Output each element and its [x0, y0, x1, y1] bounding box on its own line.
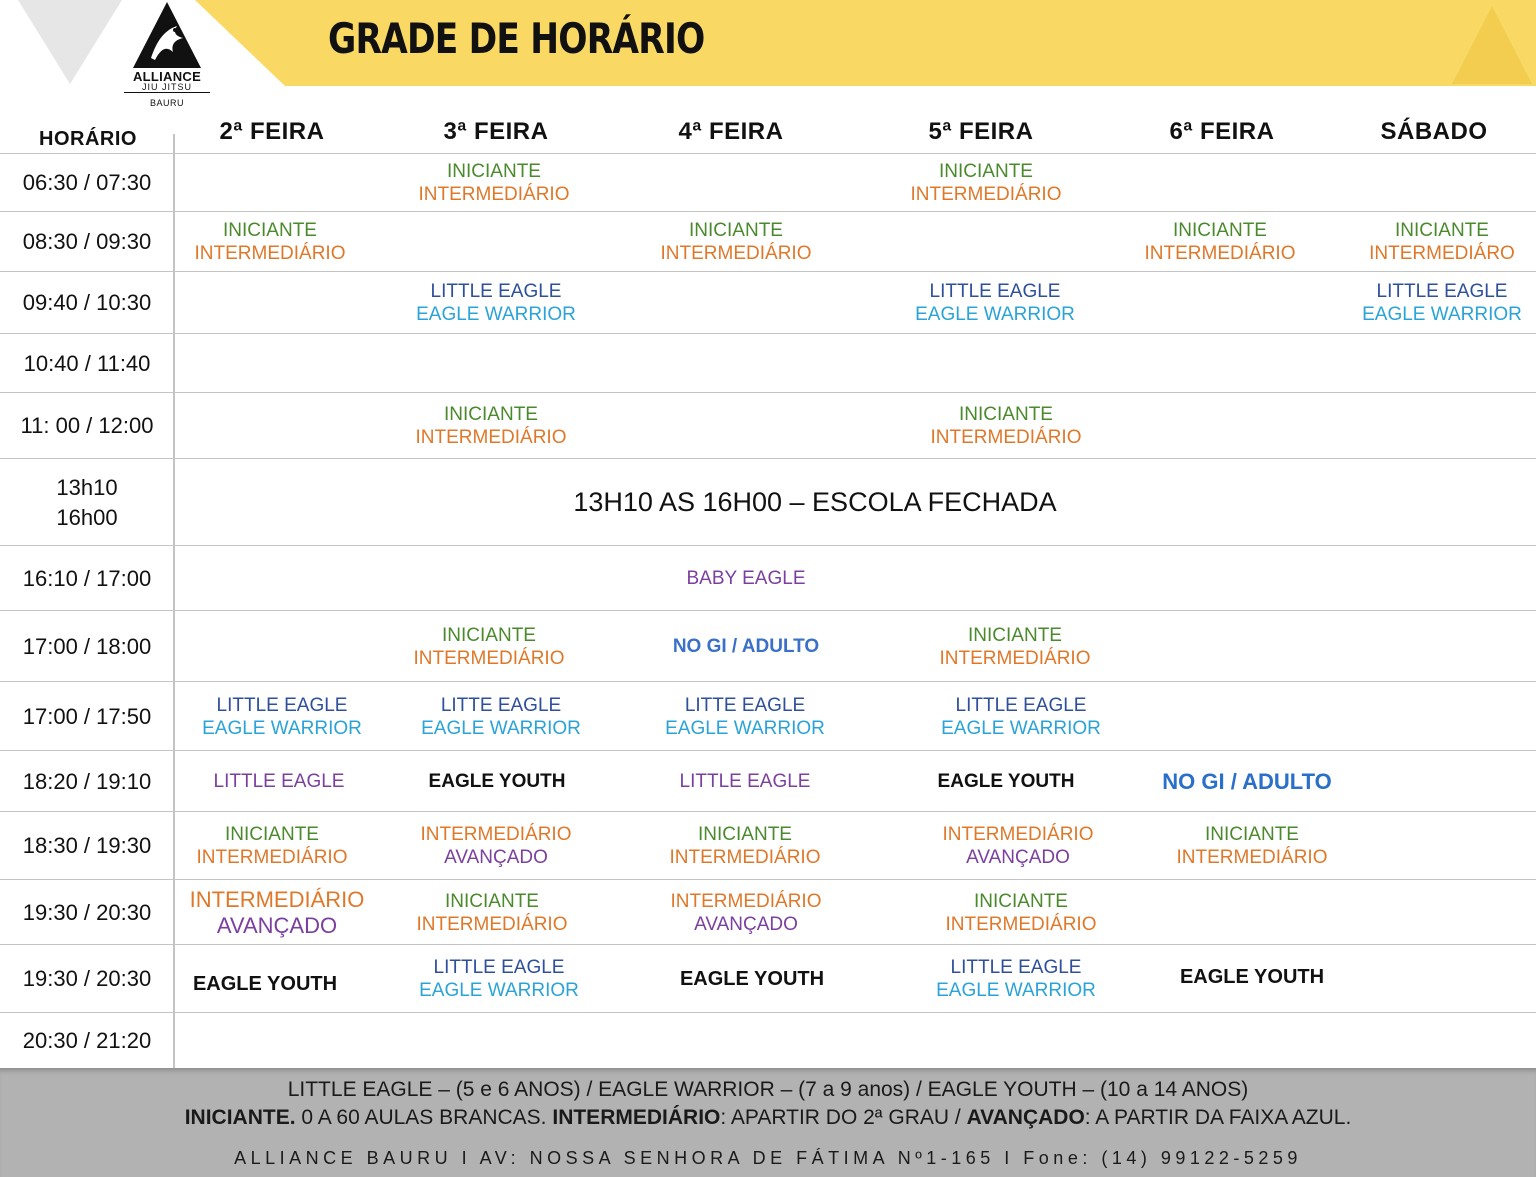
- class-cell: [896, 751, 1116, 812]
- schedule-row: [0, 392, 1536, 459]
- legend-term: INICIANTE.: [184, 1106, 296, 1129]
- time-slot: 08:30 / 09:30: [22, 229, 152, 254]
- schedule-row: [0, 811, 1536, 880]
- class-label: LITTLE EAGLE: [929, 281, 1061, 302]
- class-label: EAGLE WARRIOR: [416, 304, 576, 325]
- class-label: INICIANTE: [974, 890, 1068, 912]
- class-label: AVANÇADO: [216, 912, 338, 938]
- time-slot: 20:30 / 21:20: [22, 1028, 152, 1053]
- class-cell: [1142, 812, 1362, 880]
- legend-term: INTERMEDIÁRIO: [552, 1106, 721, 1129]
- class-label: INTERMEDIÁRIO: [670, 890, 822, 912]
- class-cell: [1332, 272, 1536, 334]
- class-cell: [908, 812, 1128, 880]
- class-cell: [1142, 945, 1362, 1013]
- class-cell: [911, 682, 1131, 751]
- logo-city: BAURU: [149, 98, 184, 108]
- class-cell: [636, 880, 856, 945]
- class-label: EAGLE YOUTH: [428, 771, 566, 792]
- class-label: INTERMEDIÁRIO: [420, 824, 572, 845]
- class-label: LITTE EAGLE: [440, 694, 562, 716]
- class-label: AVANÇADO: [694, 913, 798, 935]
- class-label: INTERMEDIÁRIO: [660, 243, 812, 264]
- class-cell: [389, 945, 609, 1013]
- schedule-row: [0, 211, 1536, 272]
- class-label: INTERMEDIÁRIO: [1176, 847, 1328, 868]
- class-cell: [391, 682, 611, 751]
- time-slot: 17:00 / 18:00: [22, 633, 152, 659]
- class-label: INICIANTE: [1173, 220, 1267, 241]
- class-cell: [905, 611, 1125, 682]
- class-label: EAGLE YOUTH: [1179, 965, 1325, 988]
- header-decoration-left: [18, 0, 122, 84]
- class-label: INICIANTE: [447, 161, 541, 182]
- class-cell: [381, 393, 601, 459]
- class-label: INTERMEDIÁRIO: [910, 184, 1062, 205]
- class-label: INTERMEDIÁRIO: [416, 913, 568, 935]
- class-label: INICIANTE: [225, 824, 319, 845]
- time-slot: [0, 459, 174, 546]
- class-label: INICIANTE: [968, 624, 1062, 646]
- time-slot: 11: 00 / 12:00: [20, 413, 154, 438]
- class-label: INICIANTE: [959, 404, 1053, 425]
- class-label: INICIANTE: [698, 824, 792, 845]
- class-cell: [636, 611, 856, 682]
- class-label: INICIANTE: [1395, 220, 1489, 241]
- class-cell: [642, 945, 862, 1013]
- class-cell: [626, 212, 846, 272]
- class-cell: [635, 751, 855, 812]
- time-slot: 10:40 / 11:40: [23, 350, 151, 376]
- class-label: INTERMEDIÁRIO: [196, 847, 348, 868]
- time-slot: 06:30 / 07:30: [22, 170, 152, 195]
- class-label: EAGLE WARRIOR: [1362, 304, 1522, 325]
- schedule-row: [0, 333, 1536, 393]
- class-label: LITTLE EAGLE: [430, 281, 562, 302]
- page-title: GRADE DE HORÁRIO: [328, 14, 705, 63]
- time-slot-end: 16h00: [56, 504, 118, 530]
- class-label: LITTLE EAGLE: [679, 771, 811, 792]
- time-slot: 18:20 / 19:10: [22, 768, 152, 794]
- class-label: INICIANTE: [1205, 824, 1299, 845]
- schedule-row-closed: [0, 458, 1536, 546]
- class-label: LITTE EAGLE: [684, 694, 806, 716]
- class-label: LITTLE EAGLE: [433, 957, 565, 978]
- class-label: INTERMEDIÁRIO: [189, 886, 365, 912]
- class-label: AVANÇADO: [444, 847, 548, 868]
- class-cell: [169, 751, 389, 812]
- column-header-monday: 2ª FEIRA: [219, 118, 325, 145]
- class-cell: [384, 154, 604, 212]
- class-cell: [382, 880, 602, 945]
- class-label: NO GI / ADULTO: [672, 636, 820, 657]
- class-label: LITTLE EAGLE: [1376, 281, 1508, 302]
- class-label: EAGLE WARRIOR: [421, 717, 581, 739]
- class-label: INICIANTE: [939, 161, 1033, 182]
- class-label: INTERMEDIÁRIO: [939, 647, 1091, 669]
- class-label: EAGLE YOUTH: [937, 771, 1075, 792]
- schedule-row: [0, 1012, 1536, 1069]
- schedule-header-row: [0, 112, 1536, 154]
- class-label: INTERMEDIÁRIO: [669, 847, 821, 868]
- class-cell: [160, 212, 380, 272]
- class-cell: [1332, 212, 1536, 272]
- class-cell: [387, 751, 607, 812]
- schedule-row: [0, 944, 1536, 1013]
- school-closed-notice: 13H10 AS 16H00 – ESCOLA FECHADA: [573, 487, 1057, 517]
- schedule-row: [0, 681, 1536, 751]
- legend-text: : APARTIR DO 2ª GRAU /: [720, 1106, 967, 1129]
- class-label: EAGLE WARRIOR: [419, 980, 579, 1001]
- footer-legend: [0, 1068, 1536, 1177]
- class-cell: [172, 682, 392, 751]
- class-label: INTERMEDIÁRIO: [413, 647, 565, 669]
- class-label: INICIANTE: [223, 220, 317, 241]
- column-header-friday: 6ª FEIRA: [1169, 118, 1275, 145]
- time-slot: 19:30 / 20:30: [22, 966, 152, 991]
- class-label: EAGLE YOUTH: [192, 972, 338, 995]
- class-cell: [1110, 212, 1330, 272]
- time-slot: 18:30 / 19:30: [22, 833, 152, 858]
- class-cell: [162, 812, 382, 880]
- time-slot: 19:30 / 20:30: [22, 899, 152, 925]
- schedule-row: [0, 750, 1536, 812]
- class-label: EAGLE YOUTH: [679, 967, 825, 990]
- class-cell: [876, 154, 1096, 212]
- class-cell: [386, 812, 606, 880]
- class-label: EAGLE WARRIOR: [941, 717, 1101, 739]
- time-slot-start: 13h10: [56, 474, 118, 500]
- logo-name: ALLIANCE: [132, 69, 202, 84]
- class-label: INTERMEDIÁRO: [1369, 243, 1515, 264]
- class-label: LITTLE EAGLE: [955, 694, 1087, 716]
- class-cell: [906, 945, 1126, 1013]
- class-label: LITTLE EAGLE: [213, 771, 345, 792]
- schedule-row: [0, 879, 1536, 945]
- class-cell: [1137, 751, 1357, 812]
- column-header-thursday: 5ª FEIRA: [928, 118, 1034, 145]
- alliance-logo: [120, 0, 214, 118]
- header-decoration-right: [1452, 6, 1532, 84]
- class-cell: [386, 272, 606, 334]
- class-label: INTERMEDIÁRIO: [930, 427, 1082, 448]
- eagle-logo-icon: [131, 0, 203, 70]
- time-slot: 17:00 / 17:50: [22, 703, 152, 729]
- class-cell: [379, 611, 599, 682]
- column-header-wednesday: 4ª FEIRA: [678, 118, 784, 145]
- class-cell: [885, 272, 1105, 334]
- class-label: LITTLE EAGLE: [216, 694, 348, 716]
- class-cell: [636, 546, 856, 611]
- schedule-row: [0, 153, 1536, 212]
- class-label: AVANÇADO: [966, 847, 1070, 868]
- class-label: NO GI / ADULTO: [1162, 768, 1332, 794]
- class-label: EAGLE WARRIOR: [665, 717, 825, 739]
- legend-text: : A PARTIR DA FAIXA AZUL.: [1084, 1106, 1352, 1129]
- column-header-time: HORÁRIO: [39, 128, 137, 150]
- class-label: LITTLE EAGLE: [950, 957, 1082, 978]
- class-label: INTERMEDIÁRIO: [945, 913, 1097, 935]
- time-slot: 16:10 / 17:00: [22, 565, 152, 591]
- class-label: EAGLE WARRIOR: [202, 717, 362, 739]
- class-label: INTERMEDIÁRIO: [194, 243, 346, 264]
- class-cell: [635, 682, 855, 751]
- class-label: INICIANTE: [445, 890, 539, 912]
- schedule-row: [0, 610, 1536, 682]
- schedule-row: [0, 271, 1536, 334]
- schedule-row: [0, 545, 1536, 611]
- class-label: INTERMEDIÁRIO: [1144, 243, 1296, 264]
- age-groups-legend: LITTLE EAGLE – (5 e 6 ANOS) / EAGLE WARRIOR – (7 a 9 anos) / EAGLE YOUTH – (10 a 14 ANOS): [287, 1078, 1249, 1101]
- legend-text: 0 A 60 AULAS BRANCAS.: [295, 1106, 553, 1129]
- class-label: EAGLE WARRIOR: [915, 304, 1075, 325]
- levels-legend: [0, 1106, 1536, 1130]
- class-label: INICIANTE: [689, 220, 783, 241]
- class-label: EAGLE WARRIOR: [936, 980, 1096, 1001]
- class-label: BABY EAGLE: [686, 568, 806, 589]
- column-header-tuesday: 3ª FEIRA: [443, 118, 549, 145]
- contact-address: ALLIANCE BAURU I AV: NOSSA SENHORA DE FÁTIMA Nº1-165 I Fone: (14) 99122-5259: [234, 1148, 1302, 1168]
- class-cell: [635, 812, 855, 880]
- class-label: INTERMEDIÁRIO: [415, 427, 567, 448]
- class-cell: [896, 393, 1116, 459]
- column-header-saturday: SÁBADO: [1380, 118, 1488, 145]
- class-label: INTERMEDIÁRIO: [942, 824, 1094, 845]
- legend-term: AVANÇADO: [966, 1106, 1085, 1129]
- class-cell: [167, 880, 387, 945]
- class-label: INICIANTE: [444, 404, 538, 425]
- time-slot: 09:40 / 10:30: [22, 290, 152, 315]
- class-label: INICIANTE: [442, 624, 536, 646]
- class-cell: [155, 945, 375, 1013]
- class-cell: [911, 880, 1131, 945]
- logo-subtitle: JIU JITSU: [124, 83, 210, 93]
- class-label: INTERMEDIÁRIO: [418, 184, 570, 205]
